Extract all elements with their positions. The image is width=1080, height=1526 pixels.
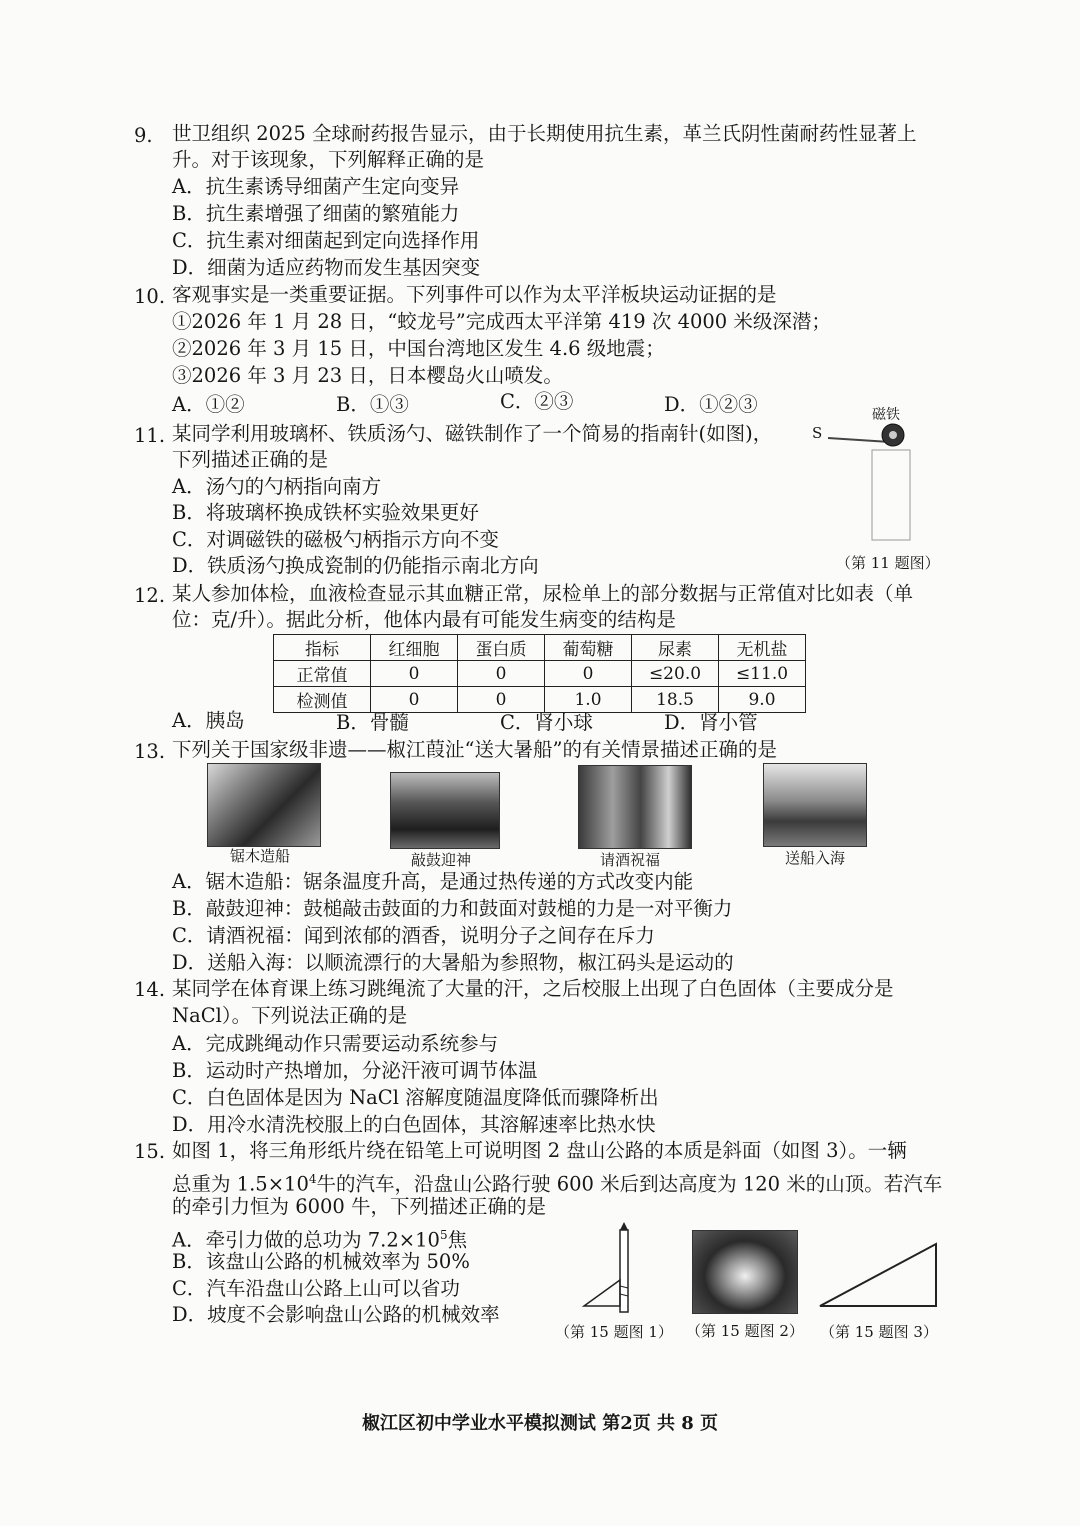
q13-option-a: A．锯木造船：锯条温度升高，是通过热传递的方式改变内能	[172, 870, 694, 893]
table-cell: 0	[545, 661, 632, 687]
pencil-body	[620, 1230, 628, 1312]
table-header-cell: 葡萄糖	[545, 635, 632, 661]
photo-mountain-road	[692, 1230, 798, 1314]
q14-option-c: C．白色固体是因为 NaCl 溶解度随温度降低而骤降析出	[172, 1086, 659, 1109]
q13-number: 13.	[134, 740, 166, 763]
caption-wine-blessing: 请酒祝福	[600, 851, 661, 869]
table-cell: 1.0	[545, 687, 632, 713]
q11-number: 11.	[134, 424, 166, 447]
pencil-tip	[620, 1222, 628, 1230]
table-cell: ≤11.0	[719, 661, 806, 687]
table-header-cell: 无机盐	[719, 635, 806, 661]
q10-stem: 客观事实是一类重要证据。下列事件可以作为太平洋板块运动证据的是	[172, 283, 777, 306]
photo-sawing-wood	[207, 763, 321, 847]
q12-option-a: A．胰岛	[172, 709, 245, 732]
table-header-cell: 蛋白质	[458, 635, 545, 661]
table-cell: 9.0	[719, 687, 806, 713]
q10-option-a: A．①②	[172, 393, 245, 416]
q13-stem: 下列关于国家级非遗——椒江葭沚“送大暑船”的有关情景描述正确的是	[172, 738, 777, 761]
page-footer: 椒江区初中学业水平模拟测试 第2页 共 8 页	[361, 1413, 719, 1434]
q9-option-d: D．细菌为适应药物而发生基因突变	[172, 256, 481, 279]
q9-stem-line2: 升。对于该现象，下列解释正确的是	[172, 148, 485, 171]
q10-option-d: D．①②③	[664, 393, 758, 416]
q10-option-b: B．①③	[336, 393, 409, 416]
q15-stem-line3: 的牵引力恒为 6000 牛，下列描述正确的是	[172, 1195, 547, 1218]
q12-stem-line1: 某人参加体检，血液检查显示其血糖正常，尿检单上的部分数据与正常值对比如表（单	[172, 582, 914, 605]
q9-option-a: A．抗生素诱导细菌产生定向变异	[172, 175, 460, 198]
photo-wine-blessing	[578, 765, 692, 849]
q15-figure3-incline	[818, 1242, 940, 1310]
table-row	[274, 687, 806, 713]
q15-figure2-caption: （第 15 题图 2）	[686, 1322, 804, 1340]
caption-sawing-wood: 锯木造船	[230, 847, 291, 865]
table-cell: ≤20.0	[632, 661, 719, 687]
q15-number: 15.	[134, 1140, 166, 1163]
photo-drum-welcome	[390, 772, 500, 849]
q14-option-a: A．完成跳绳动作只需要运动系统参与	[172, 1032, 499, 1055]
q11-stem-line2: 下列描述正确的是	[172, 448, 329, 471]
q10-event-1: ①2026 年 1 月 28 日，“蛟龙号”完成西太平洋第 419 次 4000 米级深潜；	[172, 310, 831, 333]
table-cell: 0	[371, 661, 458, 687]
q15-figure1-caption: （第 15 题图 1）	[555, 1323, 673, 1341]
q11-option-b: B．将玻璃杯换成铁杯实验效果更好	[172, 501, 479, 524]
q10-number: 10.	[134, 285, 166, 308]
q12-number: 12.	[134, 584, 166, 607]
incline-triangle	[820, 1244, 936, 1306]
table-header-row	[274, 635, 806, 661]
q15-figure3-caption: （第 15 题图 3）	[820, 1323, 938, 1341]
q14-stem-line1: 某同学在体育课上练习跳绳流了大量的汗，之后校服上出现了白色固体（主要成分是	[172, 977, 894, 1000]
q11-stem-line1: 某同学利用玻璃杯、铁质汤勺、磁铁制作了一个简易的指南针(如图)，	[172, 422, 773, 445]
q15-option-b: B．该盘山公路的机械效率为 50%	[172, 1250, 470, 1273]
q15-stem-line1: 如图 1，将三角形纸片绕在铅笔上可说明图 2 盘山公路的本质是斜面（如图 3）。一辆	[172, 1139, 907, 1162]
q13-option-c: C．请酒祝福：闻到浓郁的酒香，说明分子之间存在斥力	[172, 924, 655, 947]
table-header-cell: 红细胞	[371, 635, 458, 661]
q11-figure-magnet-label: 磁铁	[872, 407, 900, 423]
q10-event-3: ③2026 年 3 月 23 日，日本樱岛火山喷发。	[172, 364, 563, 387]
table-cell: 18.5	[632, 687, 719, 713]
q9-option-c: C．抗生素对细菌起到定向选择作用	[172, 229, 480, 252]
q12-option-c: C．肾小球	[500, 711, 593, 734]
q15-option-c: C．汽车沿盘山公路上山可以省功	[172, 1277, 460, 1300]
spoon-handle	[828, 438, 890, 442]
q11-compass-figure	[820, 420, 920, 550]
q11-figure-caption: （第 11 题图）	[836, 554, 940, 572]
q15-figure1-pencil	[580, 1222, 640, 1314]
q15-option-a: A．牵引力做的总功为 $7.2\times 10^5$焦	[172, 1228, 468, 1252]
q13-option-d: D．送船入海：以顺流漂行的大暑船为参照物，椒江码头是运动的	[172, 951, 734, 974]
q11-option-d: D．铁质汤勺换成瓷制的仍能指示南北方向	[172, 554, 539, 577]
q10-option-c: C．②③	[500, 390, 574, 413]
q14-option-d: D．用冷水清洗校服上的白色固体，其溶解速率比热水快	[172, 1113, 656, 1136]
q15-stem-line2: 总重为 $1.5\times 10^4$牛的汽车，沿盘山公路行驶 600 米后到达高度为 120 米的山顶。若汽车	[172, 1172, 943, 1196]
urine-test-table	[273, 634, 806, 713]
caption-drum-welcome: 敲鼓迎神	[411, 851, 472, 869]
q12-stem-line2: 位：克/升）。据此分析，他体内最有可能发生病变的结构是	[172, 608, 676, 631]
q12-option-d: D．肾小管	[664, 711, 758, 734]
q15-option-d: D．坡度不会影响盘山公路的机械效率	[172, 1303, 500, 1326]
q11-option-a: A．汤勺的勺柄指向南方	[172, 475, 382, 498]
table-cell: 检测值	[274, 687, 371, 713]
table-cell: 正常值	[274, 661, 371, 687]
table-cell: 0	[458, 687, 545, 713]
table-cell: 0	[371, 687, 458, 713]
glass-cup	[872, 450, 910, 540]
q12-option-b: B．骨髓	[336, 711, 409, 734]
q10-event-2: ②2026 年 3 月 15 日，中国台湾地区发生 4.6 级地震；	[172, 337, 665, 360]
table-cell: 0	[458, 661, 545, 687]
q11-figure-s-label: S	[812, 424, 823, 442]
q13-option-b: B．敲鼓迎神：鼓槌敲击鼓面的力和鼓面对鼓槌的力是一对平衡力	[172, 897, 733, 920]
q11-option-c: C．对调磁铁的磁极勺柄指示方向不变	[172, 528, 499, 551]
photo-boat-to-sea	[763, 763, 867, 847]
paper-triangle	[584, 1280, 620, 1306]
q14-option-b: B．运动时产热增加，分泌汗液可调节体温	[172, 1059, 538, 1082]
q9-stem-line1: 世卫组织 2025 全球耐药报告显示，由于长期使用抗生素，革兰氏阴性菌耐药性显著上	[172, 122, 917, 145]
q14-stem-line2: NaCl）。下列说法正确的是	[172, 1004, 408, 1027]
table-header-cell: 尿素	[632, 635, 719, 661]
q14-number: 14.	[134, 978, 166, 1001]
table-row	[274, 661, 806, 687]
table-header-cell: 指标	[274, 635, 371, 661]
q9-number: 9.	[134, 124, 153, 147]
caption-boat-to-sea: 送船入海	[785, 849, 846, 867]
q9-option-b: B．抗生素增强了细菌的繁殖能力	[172, 202, 460, 225]
